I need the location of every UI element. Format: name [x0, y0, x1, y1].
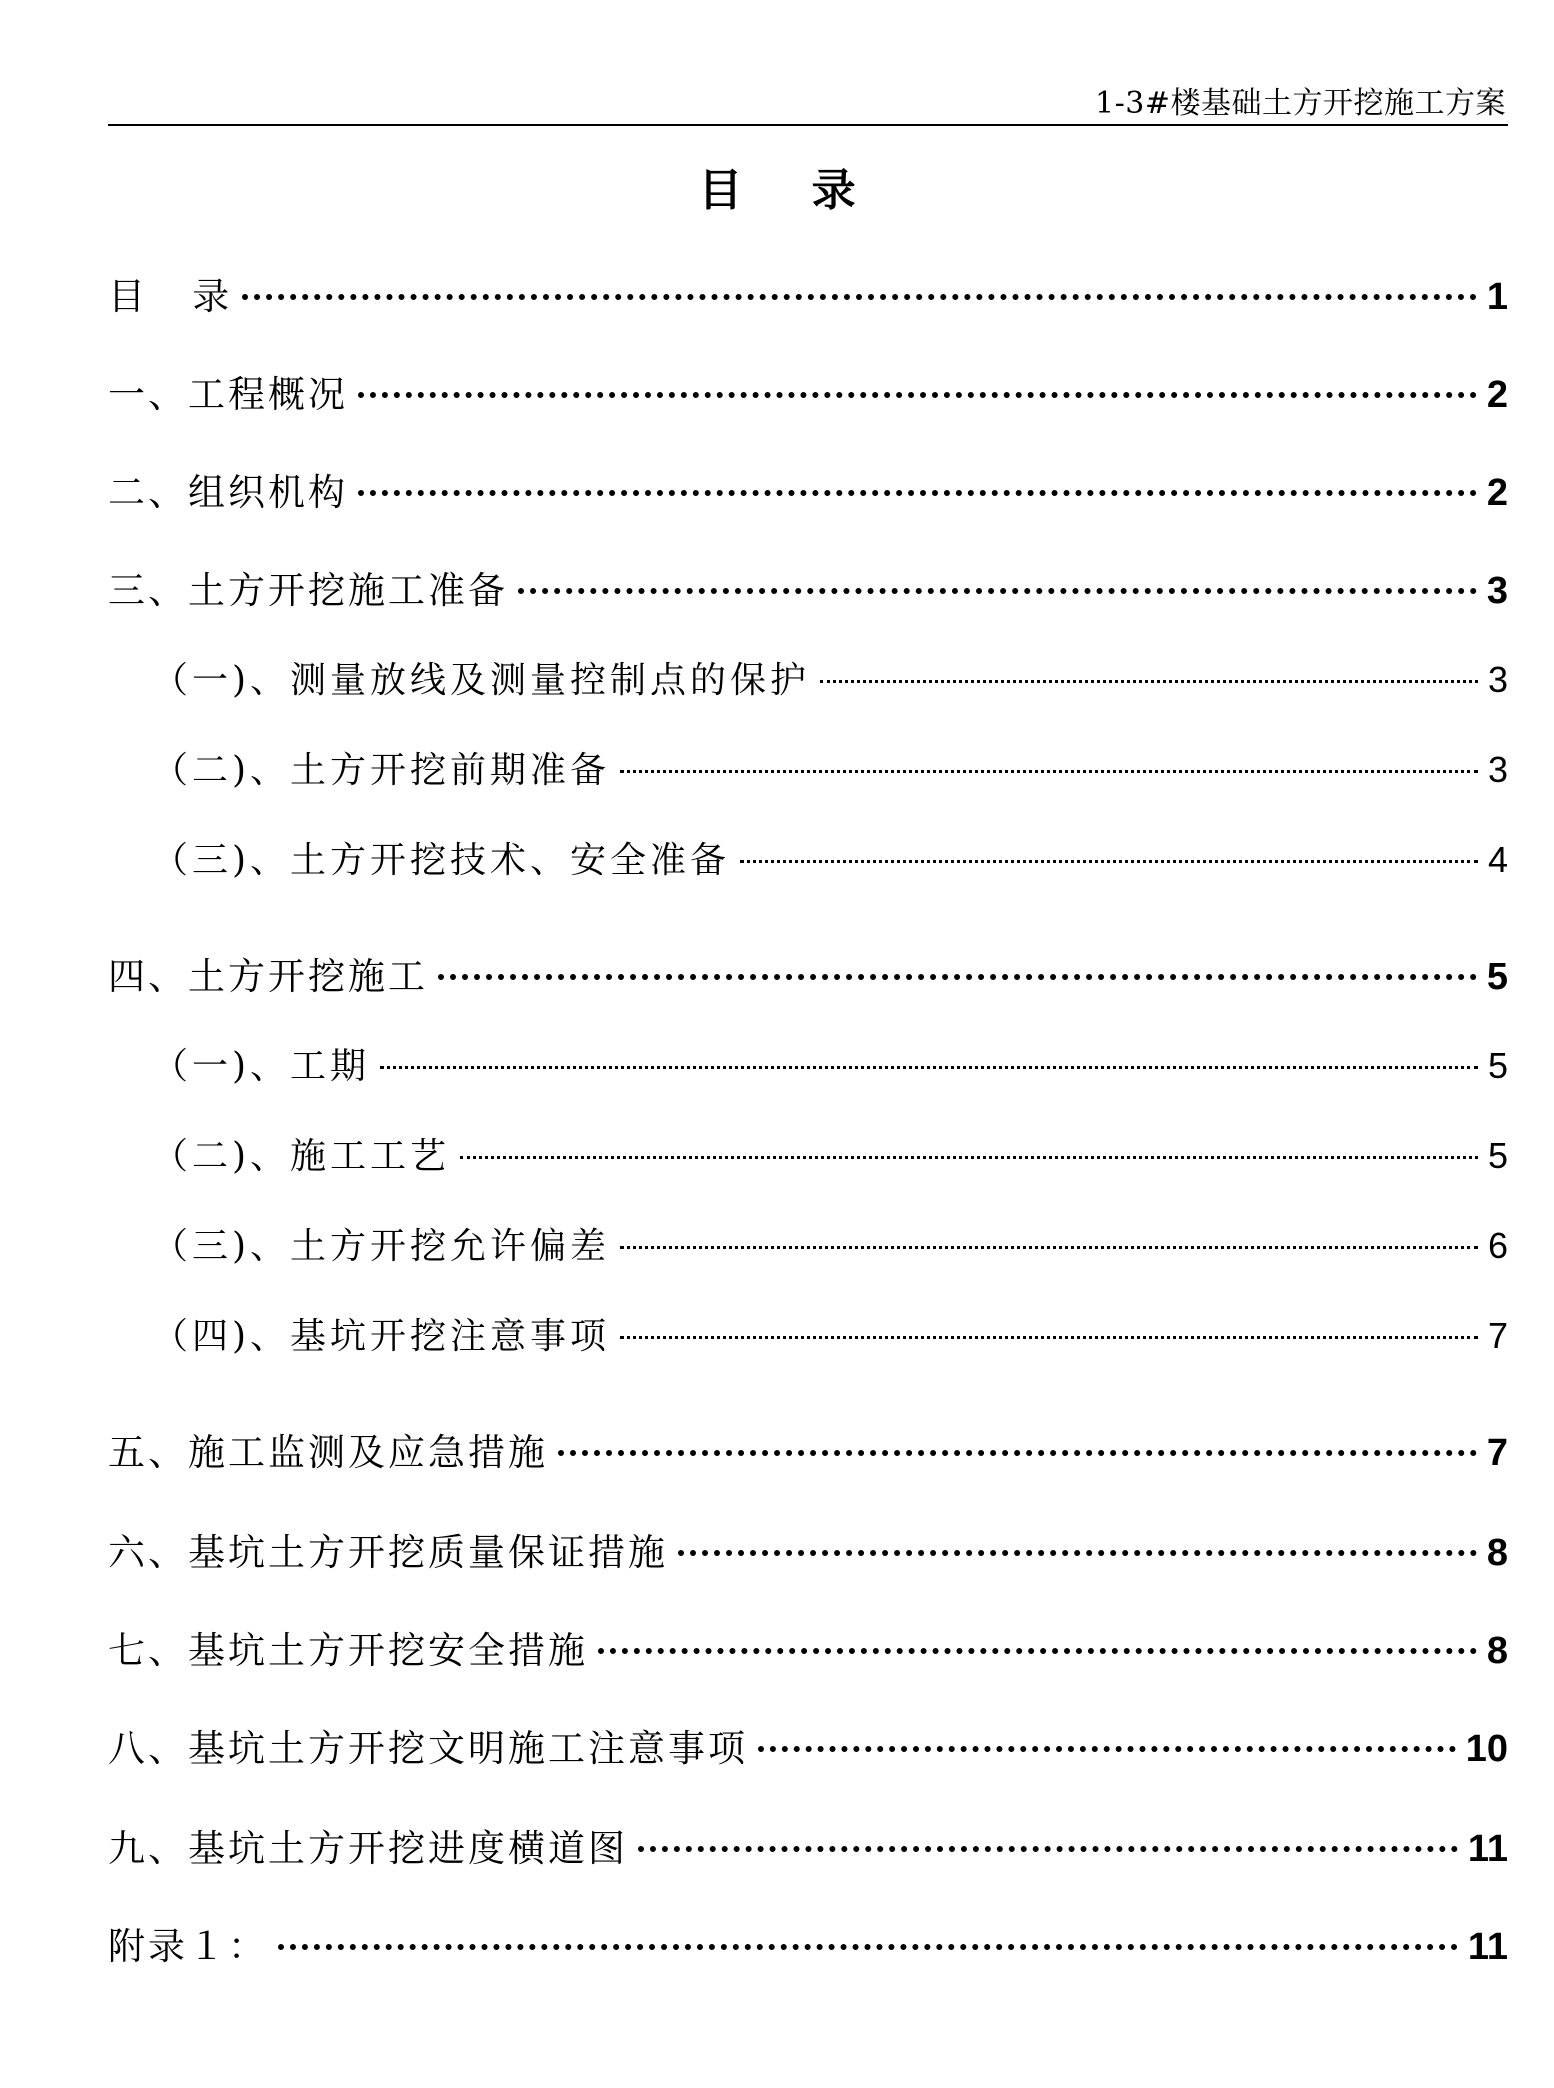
toc-entry-label: 八、基坑土方开挖文明施工注意事项 [108, 1727, 748, 1770]
toc-leader [358, 392, 1477, 398]
toc-entry-page: 1 [1486, 276, 1508, 318]
toc-entry-page: 11 [1467, 1926, 1508, 1968]
toc-entry-page: 7 [1487, 1315, 1508, 1356]
toc-leader [380, 1066, 1478, 1069]
toc-leader [358, 490, 1477, 496]
running-header: 1-3#楼基础土方开挖施工方案 [1095, 86, 1506, 121]
toc-entry[interactable] [108, 1620, 1508, 1674]
toc-subentry[interactable] [108, 1308, 1508, 1359]
toc-entry-label: （四)、基坑开挖注意事项 [152, 1316, 611, 1357]
toc-entry[interactable] [108, 560, 1508, 614]
toc-entry-page: 11 [1467, 1828, 1508, 1870]
toc-entry-page: 3 [1487, 749, 1508, 790]
toc-entry-label: （二)、土方开挖前期准备 [152, 750, 611, 791]
toc-entry-label: 九、基坑土方开挖进度横道图 [108, 1827, 628, 1870]
toc-entry[interactable] [108, 1522, 1508, 1576]
toc-entry-page: 4 [1487, 839, 1508, 880]
toc-entry[interactable] [108, 1422, 1508, 1476]
toc-entry-page: 6 [1487, 1225, 1508, 1266]
toc-leader [638, 1846, 1458, 1852]
toc-entry-label: （一)、工期 [152, 1046, 371, 1087]
toc-entry[interactable] [108, 266, 1508, 320]
toc-entry[interactable] [108, 1818, 1508, 1872]
toc-entry-page: 8 [1486, 1630, 1508, 1672]
toc-subentry[interactable] [108, 832, 1508, 883]
toc-entry-label: 七、基坑土方开挖安全措施 [108, 1629, 588, 1672]
toc-leader [438, 974, 1477, 980]
toc-leader [620, 1336, 1478, 1339]
toc-subentry[interactable] [108, 1038, 1508, 1089]
toc-entry[interactable] [108, 462, 1508, 516]
toc-entry[interactable] [108, 946, 1508, 1000]
header-rule [108, 124, 1508, 126]
toc-entry-label: 四、土方开挖施工 [108, 955, 428, 998]
toc-leader [558, 1450, 1477, 1456]
toc-entry-label: 附录１： [108, 1925, 268, 1968]
toc-subentry[interactable] [108, 742, 1508, 793]
toc-entry[interactable] [108, 364, 1508, 418]
toc-entry-label: （三)、土方开挖技术、安全准备 [152, 840, 731, 881]
toc-leader [460, 1156, 1478, 1159]
toc-entry-page: 3 [1486, 570, 1508, 612]
toc-leader [598, 1648, 1477, 1654]
toc-entry-label: 三、土方开挖施工准备 [108, 569, 508, 612]
toc-leader [758, 1746, 1456, 1752]
toc-entry-label: 一、工程概况 [108, 373, 348, 416]
toc-entry-page: 5 [1486, 956, 1508, 998]
toc-entry-page: 2 [1486, 472, 1508, 514]
toc-entry-label: 目 录 [108, 275, 233, 318]
toc-leader [740, 860, 1478, 863]
toc-entry-page: 8 [1486, 1532, 1508, 1574]
toc-entry-page: 3 [1487, 659, 1508, 700]
toc-entry[interactable] [108, 1916, 1508, 1970]
toc-entry-label: 五、施工监测及应急措施 [108, 1431, 548, 1474]
toc-leader [678, 1550, 1477, 1556]
toc-entry-page: 2 [1486, 374, 1508, 416]
toc-leader [620, 1246, 1478, 1249]
toc-entry-label: 二、组织机构 [108, 471, 348, 514]
toc-subentry[interactable] [108, 1128, 1508, 1179]
toc-entry-page: 10 [1465, 1728, 1508, 1770]
toc-entry-label: 六、基坑土方开挖质量保证措施 [108, 1531, 668, 1574]
toc-leader [278, 1944, 1458, 1950]
toc-subentry[interactable] [108, 652, 1508, 703]
toc-entry-page: 7 [1486, 1432, 1508, 1474]
toc-entry-label: （三)、土方开挖允许偏差 [152, 1226, 611, 1267]
page-title: 目 录 [698, 165, 878, 216]
toc-entry[interactable] [108, 1718, 1508, 1772]
toc-subentry[interactable] [108, 1218, 1508, 1269]
toc-entry-page: 5 [1487, 1135, 1508, 1176]
toc-leader [242, 294, 1477, 300]
toc-entry-label: （一)、测量放线及测量控制点的保护 [152, 660, 811, 701]
toc-entry-label: （二)、施工工艺 [152, 1136, 451, 1177]
toc-leader [820, 680, 1478, 683]
toc-leader [518, 588, 1477, 594]
toc-leader [620, 770, 1478, 773]
toc-entry-page: 5 [1487, 1045, 1508, 1086]
